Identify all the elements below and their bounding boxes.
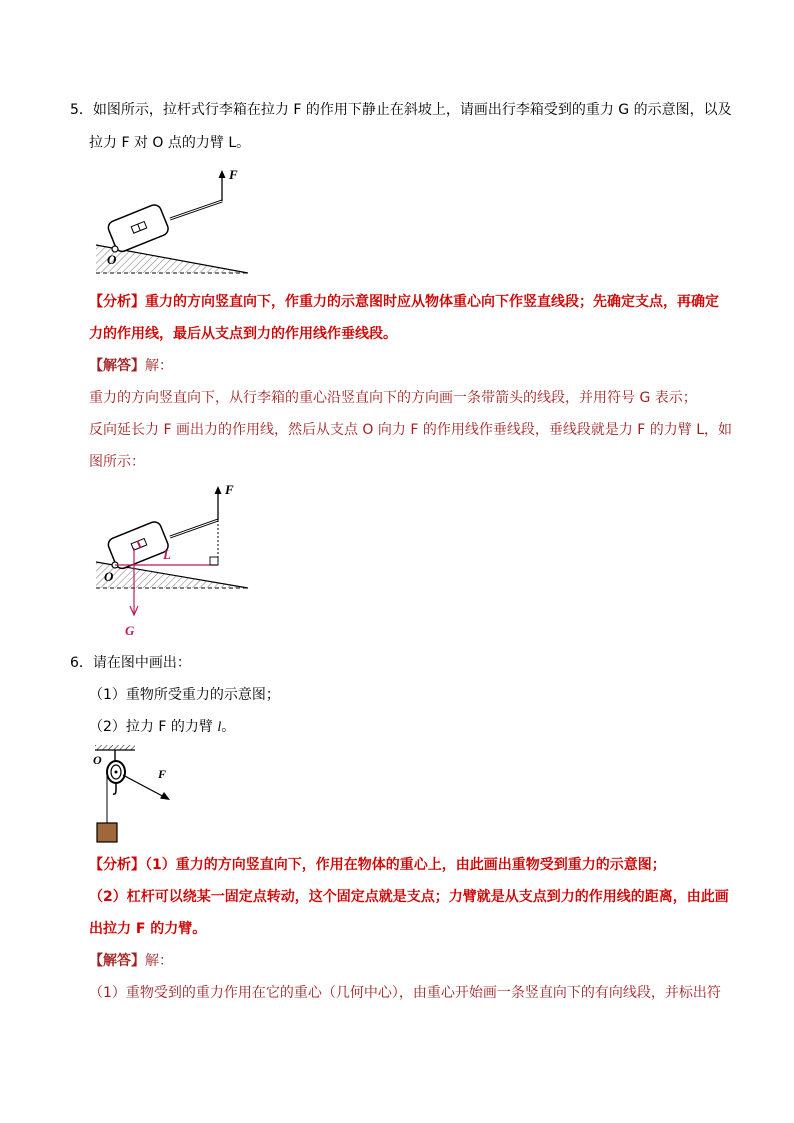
q6-answer-line1: （1）重物受到的重力作用在它的重心（几何中心），由重心开始画一条竖直向下的有向线段，并标出符	[89, 985, 721, 1001]
q5-analysis-text1: 重力的方向竖直向下，作重力的示意图时应从物体重心向下作竖直线段；先确定支点，再确定	[145, 294, 719, 310]
q5-fig2-arrowhead	[215, 486, 222, 494]
q6-analysis-line2: （2）杠杆可以绕某一固定点转动，这个固定点就是支点；力臂就是从支点到力的作用线的距离，由此画	[89, 889, 729, 905]
q5-fig1-label-O: O	[107, 252, 117, 267]
q6-item2-suffix: 。	[221, 719, 236, 735]
q6-stem-line1: 6．请在图中画出：	[70, 655, 191, 671]
q6-item2	[89, 717, 235, 738]
q6-analysis-line3: 出拉力 F 的力臂。	[89, 921, 207, 937]
pulley-icon	[107, 761, 125, 783]
q5-fig2-label-L: L	[163, 547, 171, 562]
q6-answer-head	[89, 951, 173, 971]
q6-label-F: F	[158, 767, 167, 781]
q6-answer-intro: 解：	[145, 953, 173, 969]
q5-stem-line1: 5．如图所示，拉杆式行李箱在拉力 F 的作用下静止在斜坡上，请画出行李箱受到的重力 G 的示意图，以及	[70, 102, 732, 118]
q5-fig2-label-O: O	[104, 569, 114, 584]
q6-weight-block	[97, 823, 117, 842]
q6-hook	[113, 783, 116, 794]
q5-analysis-line1	[89, 292, 719, 312]
q6-label-O: O	[93, 753, 102, 767]
q5-figure-1	[88, 165, 258, 280]
q5-answer-line2: 反向延长力 F 画出力的作用线，然后从支点 O 向力 F 的作用线作垂线段，垂线段就是力 F 的力臂 L，如	[89, 422, 733, 438]
q5-answer-line3: 图所示：	[89, 454, 145, 470]
q5-answer-intro: 解：	[145, 358, 173, 374]
q6-analysis-line1	[89, 855, 666, 875]
q5-stem-line2: 拉力 F 对 O 点的力臂 L。	[89, 135, 251, 151]
q6-item2-prefix: （2）拉力 F 的力臂	[89, 719, 218, 735]
q5-fig1-label-F: F	[229, 167, 238, 182]
q5-answer-head	[89, 356, 173, 376]
q6-analysis-tag: 【分析】	[89, 857, 145, 873]
q5-fig2-label-G: G	[125, 623, 135, 638]
q5-answer-tag: 【解答】	[89, 358, 145, 374]
q5-fig2-label-F: F	[225, 482, 234, 497]
q6-answer-tag: 【解答】	[89, 953, 145, 969]
q6-item2-var: l	[217, 720, 222, 735]
q5-answer-line1: 重力的方向竖直向下，从行李箱的重心沿竖直向下的方向画一条带箭头的线段，并用符号 G 表示；	[89, 390, 697, 406]
q5-fig2-right-angle-mark	[210, 557, 218, 565]
q6-analysis-text1: （1）重力的方向竖直向下，作用在物体的重心上，由此画出重物受到重力的示意图；	[145, 857, 666, 873]
q5-figure-2	[88, 480, 258, 640]
q5-analysis-tag: 【分析】	[89, 294, 145, 310]
q6-item1: （1）重物所受重力的示意图；	[89, 687, 280, 703]
q5-analysis-line2: 力的作用线，最后从支点到力的作用线作垂线段。	[89, 326, 397, 342]
q6-figure	[90, 745, 190, 845]
q5-fig1-arrowhead	[219, 170, 226, 178]
q6-ceiling-hatch	[95, 745, 135, 750]
